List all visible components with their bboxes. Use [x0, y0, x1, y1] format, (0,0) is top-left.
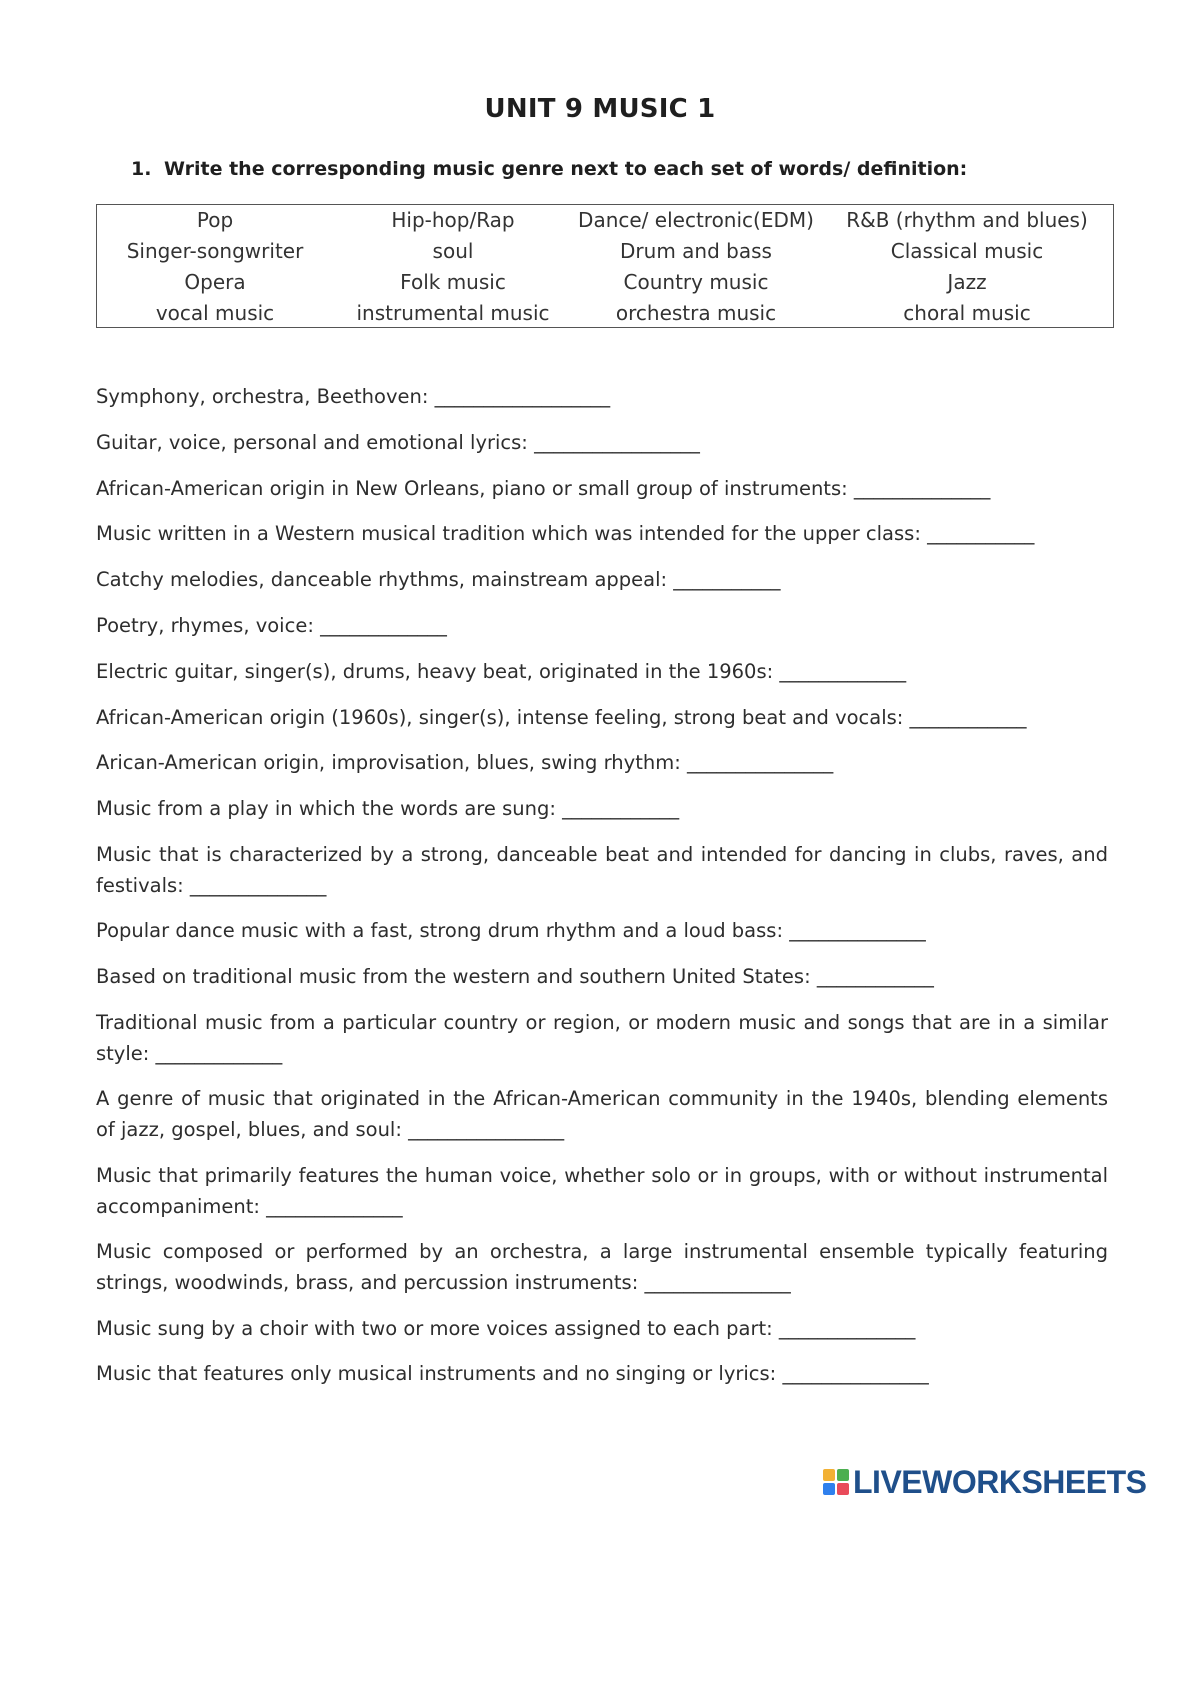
question-7: Electric guitar, singer(s), drums, heavy beat, originated in the 1960s: _____________ [96, 660, 907, 683]
word-bank-item: Hip-hop/Rap [391, 208, 515, 232]
instruction [131, 158, 967, 180]
word-bank-row [97, 270, 1113, 301]
word-bank-row [97, 208, 1113, 239]
question-3: African-American origin in New Orleans, piano or small group of instruments: ______________ [96, 477, 991, 500]
word-bank-item: Dance/ electronic(EDM) [578, 208, 814, 232]
word-bank-item: Folk music [400, 270, 506, 294]
word-bank-item: instrumental music [356, 301, 550, 325]
question-18: Music sung by a choir with two or more voices assigned to each part: ______________ [96, 1317, 916, 1340]
word-bank-item: Jazz [947, 270, 987, 294]
question-4: Music written in a Western musical tradition which was intended for the upper class: ___________ [96, 522, 1035, 545]
question-11: Music that is characterized by a strong, danceable beat and intended for dancing in clubs, raves, and festivals: ______________ [96, 843, 1108, 897]
question-12: Popular dance music with a fast, strong drum rhythm and a loud bass: ______________ [96, 919, 926, 942]
word-bank-item: Country music [623, 270, 769, 294]
word-bank-item: choral music [903, 301, 1031, 325]
question-9: Arican-American origin, improvisation, blues, swing rhythm: _______________ [96, 751, 834, 774]
word-bank [96, 204, 1114, 328]
page-title: UNIT 9 MUSIC 1 [484, 94, 716, 124]
question-10: Music from a play in which the words are sung: ____________ [96, 797, 680, 820]
word-bank-row [97, 239, 1113, 270]
liveworksheets-logo-icon [823, 1469, 849, 1495]
word-bank-item: R&B (rhythm and blues) [846, 208, 1088, 232]
word-bank-item: Singer-songwriter [126, 239, 304, 263]
question-14: Traditional music from a particular country or region, or modern music and songs that are in a similar style: _____________ [96, 1011, 1108, 1065]
word-bank-item: vocal music [155, 301, 275, 325]
question-15: A genre of music that originated in the African-American community in the 1940s, blending elements of jazz, gospel, blues, and soul: ________________ [96, 1087, 1108, 1141]
question-6: Poetry, rhymes, voice: _____________ [96, 614, 447, 637]
word-bank-item: Drum and bass [620, 239, 772, 263]
word-bank-item: orchestra music [615, 301, 777, 325]
question-19: Music that features only musical instruments and no singing or lyrics: _______________ [96, 1362, 929, 1385]
logo-text: LIVEWORKSHEETS [853, 1463, 1147, 1500]
instruction-text: Write the corresponding music genre next to each set of words/ definition: [164, 158, 968, 180]
word-bank-item: Classical music [890, 239, 1044, 263]
question-2: Guitar, voice, personal and emotional lyrics: _________________ [96, 431, 700, 454]
word-bank-item: Opera [184, 270, 246, 294]
word-bank-row [97, 301, 1113, 332]
word-bank-item: soul [432, 239, 474, 263]
question-5: Catchy melodies, danceable rhythms, mainstream appeal: ___________ [96, 568, 781, 591]
instruction-number: 1. [131, 158, 152, 180]
liveworksheets-logo [823, 1462, 1146, 1502]
question-13: Based on traditional music from the western and southern United States: ____________ [96, 965, 934, 988]
word-bank-item: Pop [196, 208, 234, 232]
question-17: Music composed or performed by an orchestra, a large instrumental ensemble typically featuring strings, woodwinds, brass, and percussion instruments: _______________ [96, 1240, 1108, 1294]
question-8: African-American origin (1960s), singer(s), intense feeling, strong beat and vocals: ____________ [96, 706, 1027, 729]
question-16: Music that primarily features the human voice, whether solo or in groups, with or without instrumental accompaniment: ______________ [96, 1164, 1108, 1218]
question-1: Symphony, orchestra, Beethoven: __________________ [96, 385, 611, 408]
